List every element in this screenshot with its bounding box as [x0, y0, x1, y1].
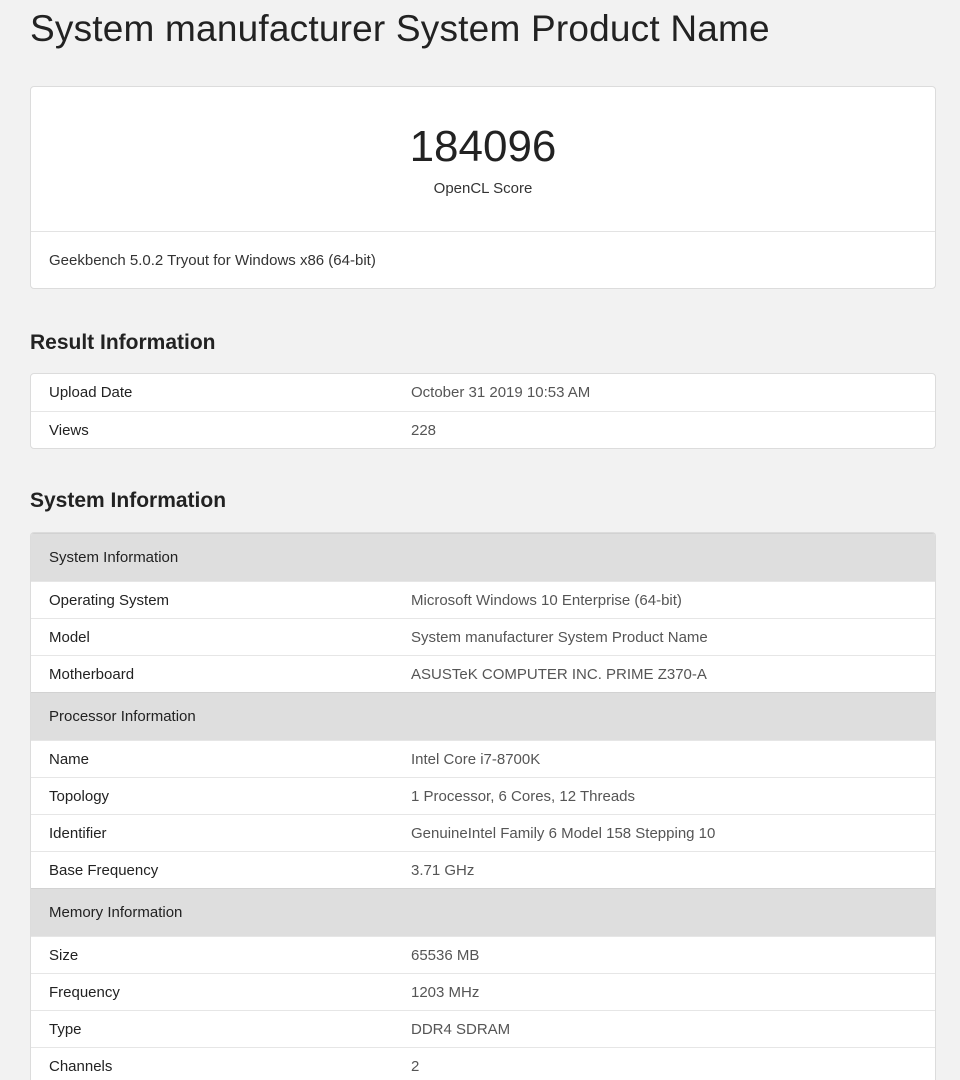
table-row	[31, 411, 935, 448]
row-key: Operating System	[49, 591, 170, 609]
table-row	[31, 581, 935, 618]
group-heading-label: Processor Information	[49, 708, 196, 725]
score-card	[30, 86, 936, 289]
score-summary	[31, 87, 935, 232]
page-title: System manufacturer System Product Name	[30, 8, 770, 49]
row-value: DDR4 SDRAM	[411, 1020, 511, 1038]
row-key: Views	[49, 421, 89, 439]
row-value: 2	[411, 1057, 420, 1075]
system-information-table	[30, 532, 936, 1080]
table-row	[31, 936, 935, 973]
row-value: System manufacturer System Product Name	[411, 628, 708, 646]
group-heading-processor	[31, 692, 935, 740]
table-row	[31, 814, 935, 851]
row-key: Model	[49, 628, 90, 646]
result-information-title: Result Information	[30, 331, 216, 354]
row-key: Upload Date	[49, 384, 133, 401]
row-key: Name	[49, 750, 90, 768]
row-key: Base Frequency	[49, 861, 159, 879]
row-key: Channels	[49, 1057, 113, 1075]
row-value: GenuineIntel Family 6 Model 158 Stepping 10	[411, 824, 716, 842]
table-row	[31, 618, 935, 655]
group-heading-system	[31, 533, 935, 581]
row-value: Intel Core i7-8700K	[411, 750, 541, 768]
row-key: Identifier	[49, 824, 107, 842]
table-row	[31, 655, 935, 692]
table-row	[31, 1047, 935, 1080]
system-information-title: System Information	[30, 489, 227, 512]
group-heading-label: System Information	[49, 549, 179, 566]
table-row	[31, 374, 935, 411]
score-label: OpenCL Score	[433, 180, 533, 197]
table-row	[31, 740, 935, 777]
row-key: Frequency	[49, 983, 120, 1001]
row-value: 1203 MHz	[411, 983, 480, 1001]
row-key: Topology	[49, 787, 110, 805]
row-key: Motherboard	[49, 665, 135, 683]
score-value: 184096	[409, 122, 557, 171]
table-row	[31, 851, 935, 888]
benchmark-version: Geekbench 5.0.2 Tryout for Windows x86 (64-bit)	[49, 252, 376, 269]
row-key: Type	[49, 1020, 82, 1038]
row-value: 1 Processor, 6 Cores, 12 Threads	[411, 787, 636, 805]
row-value: Microsoft Windows 10 Enterprise (64-bit)	[411, 591, 682, 609]
result-information-table	[30, 373, 936, 449]
table-row	[31, 1010, 935, 1047]
row-value: ASUSTeK COMPUTER INC. PRIME Z370-A	[411, 665, 707, 683]
table-row	[31, 973, 935, 1010]
row-value: 228	[411, 421, 437, 439]
group-heading-memory	[31, 888, 935, 936]
row-key: Size	[49, 946, 79, 964]
group-heading-label: Memory Information	[49, 904, 183, 921]
row-value: 3.71 GHz	[411, 861, 475, 879]
table-row	[31, 777, 935, 814]
row-value: 65536 MB	[411, 946, 480, 964]
row-value: October 31 2019 10:53 AM	[411, 384, 591, 401]
